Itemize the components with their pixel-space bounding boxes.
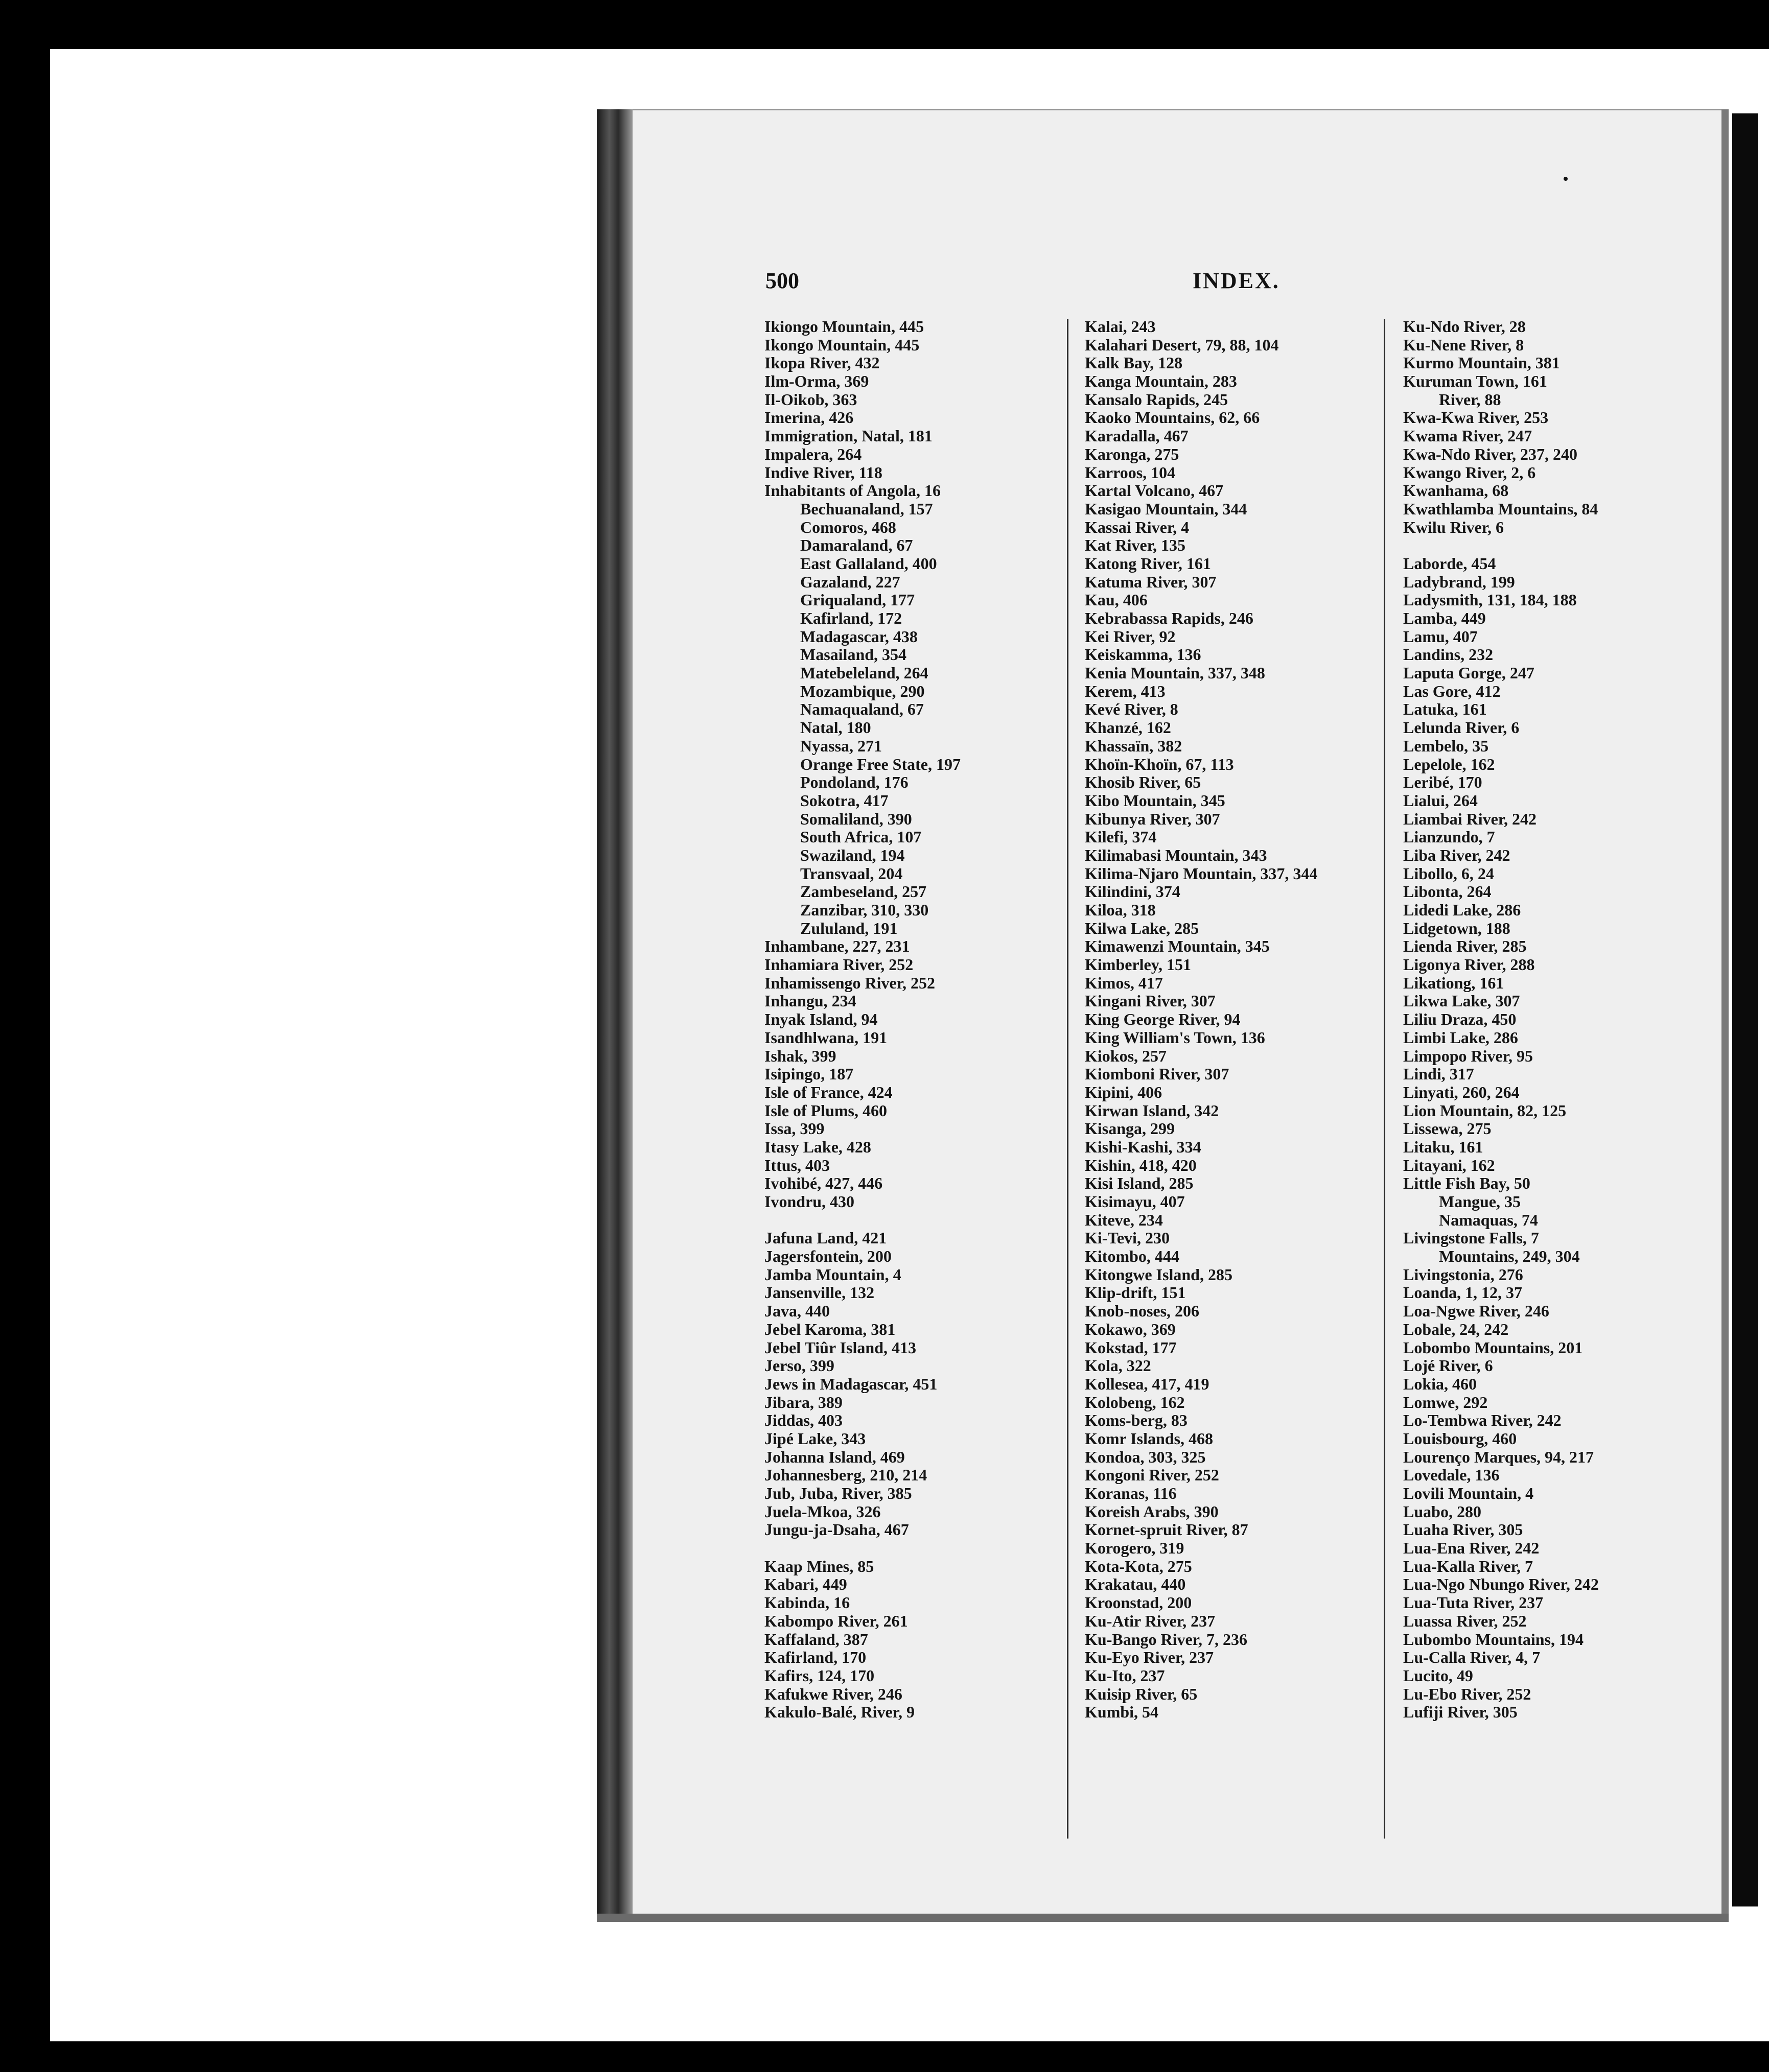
index-entry: Namaquas, 74: [1439, 1211, 1538, 1229]
index-entry: Ki-Tevi, 230: [1085, 1229, 1170, 1247]
page-number: 500: [765, 268, 799, 293]
index-entry: Kevé River, 8: [1085, 700, 1178, 719]
index-entry: Livingstone Falls, 7: [1403, 1229, 1539, 1247]
index-entry: Kirwan Island, 342: [1085, 1101, 1219, 1120]
index-entry: Isle of Plums, 460: [764, 1101, 887, 1120]
index-entry: Jafuna Land, 421: [764, 1229, 887, 1247]
index-entry: Ligonya River, 288: [1403, 956, 1535, 974]
index-entry: Litaku, 161: [1403, 1138, 1483, 1156]
index-entry: Kimberley, 151: [1085, 956, 1191, 974]
index-entry: Itasy Lake, 428: [764, 1138, 871, 1156]
index-entry: Ikiongo Mountain, 445: [764, 318, 924, 336]
index-entry: Ittus, 403: [764, 1156, 830, 1174]
index-entry: Ikongo Mountain, 445: [764, 336, 920, 354]
index-entry: Komr Islands, 468: [1085, 1429, 1214, 1448]
index-entry: Mozambique, 290: [800, 682, 925, 700]
index-entry: Kipini, 406: [1085, 1083, 1162, 1101]
page-gutter: [597, 109, 633, 1922]
index-entry: Kaoko Mountains, 62, 66: [1085, 409, 1260, 427]
index-entry: South Africa, 107: [800, 828, 922, 846]
index-entry: Kwilu River, 6: [1403, 518, 1504, 536]
index-entry: Limpopo River, 95: [1403, 1047, 1533, 1065]
book-page: [597, 109, 1729, 1922]
index-entry: Laborde, 454: [1403, 554, 1496, 573]
index-entry: Jagersfontein, 200: [764, 1247, 892, 1266]
index-entry: Libollo, 6, 24: [1403, 864, 1494, 883]
index-entry: Natal, 180: [800, 719, 871, 737]
index-entry: Lamba, 449: [1403, 609, 1486, 627]
index-entry: Kafirland, 172: [800, 609, 902, 627]
index-entry: Kwanhama, 68: [1403, 482, 1509, 500]
page-edge-right: [1721, 109, 1729, 1922]
running-head: [765, 268, 1583, 298]
index-entry: Kei River, 92: [1085, 627, 1176, 646]
index-entry: Kebrabassa Rapids, 246: [1085, 609, 1253, 627]
index-entry: Kibunya River, 307: [1085, 810, 1220, 828]
index-entry: Kafirs, 124, 170: [764, 1666, 875, 1685]
index-entry: Lo-Tembwa River, 242: [1403, 1411, 1562, 1430]
index-entry: Kalahari Desert, 79, 88, 104: [1085, 336, 1279, 354]
index-column-2: [1085, 318, 1391, 1722]
index-entry: Kollesea, 417, 419: [1085, 1375, 1209, 1393]
index-entry: Lembelo, 35: [1403, 737, 1489, 755]
index-column-3: [1403, 318, 1710, 1722]
column-divider: [1384, 319, 1385, 1839]
index-entry: Inhabitants of Angola, 16: [764, 482, 941, 500]
index-entry: Livingstonia, 276: [1403, 1265, 1523, 1284]
index-entry: Liba River, 242: [1403, 846, 1510, 864]
index-entry: Lu-Calla River, 4, 7: [1403, 1649, 1541, 1667]
index-entry: Luassa River, 252: [1403, 1612, 1527, 1630]
index-entry: Likationg, 161: [1403, 974, 1504, 992]
index-entry: Likwa Lake, 307: [1403, 992, 1520, 1010]
index-entry: Kenia Mountain, 337, 348: [1085, 664, 1265, 682]
index-entry: Karadalla, 467: [1085, 427, 1189, 445]
index-entry: Inhambane, 227, 231: [764, 937, 910, 956]
index-entry: Somaliland, 390: [800, 810, 912, 828]
index-entry: Kiteve, 234: [1085, 1211, 1163, 1229]
index-entry: Kilefi, 374: [1085, 828, 1157, 846]
index-entry: Kingani River, 307: [1085, 992, 1216, 1010]
index-entry: Inyak Island, 94: [764, 1010, 878, 1029]
index-entry: Impalera, 264: [764, 445, 862, 463]
index-entry: Kwa-Kwa River, 253: [1403, 409, 1549, 427]
page-title: INDEX.: [1193, 268, 1280, 293]
index-entry: Ku-Nene River, 8: [1403, 336, 1524, 354]
index-entry: Kasigao Mountain, 344: [1085, 500, 1247, 518]
index-entry: Koranas, 116: [1085, 1485, 1177, 1502]
index-entry: Kalk Bay, 128: [1085, 354, 1183, 372]
index-entry: Kiomboni River, 307: [1085, 1065, 1229, 1084]
index-entry: Nyassa, 271: [800, 737, 882, 755]
index-entry: Kaap Mines, 85: [764, 1557, 874, 1575]
index-entry: Jibara, 389: [764, 1393, 843, 1411]
index-entry: Isandhlwana, 191: [764, 1028, 888, 1047]
index-entry: Immigration, Natal, 181: [764, 427, 933, 445]
index-entry: Lu-Ebo River, 252: [1403, 1685, 1531, 1703]
index-entry: Jipé Lake, 343: [764, 1429, 866, 1448]
index-entry: Koreish Arabs, 390: [1085, 1502, 1219, 1521]
index-entry: Ku-Ndo River, 28: [1403, 318, 1526, 336]
index-entry: Lojé River, 6: [1403, 1357, 1493, 1375]
index-entry: Limbi Lake, 286: [1403, 1028, 1518, 1047]
index-entry: Jews in Madagascar, 451: [764, 1375, 938, 1393]
index-entry: Swaziland, 194: [800, 846, 905, 864]
index-entry: Jansenville, 132: [764, 1284, 875, 1302]
index-entry: Jiddas, 403: [764, 1411, 843, 1430]
index-entry: Kat River, 135: [1085, 536, 1186, 555]
index-entry: East Gallaland, 400: [800, 554, 937, 573]
index-entry: Griqualand, 177: [800, 591, 915, 609]
index-entry: Lobombo Mountains, 201: [1403, 1338, 1583, 1357]
index-entry: Kansalo Rapids, 245: [1085, 390, 1228, 409]
index-column-1: [764, 318, 1056, 1722]
index-entry: Luabo, 280: [1403, 1502, 1481, 1521]
index-entry: Liliu Draza, 450: [1403, 1010, 1517, 1029]
index-entry: Lion Mountain, 82, 125: [1403, 1101, 1567, 1120]
index-entry: Leribé, 170: [1403, 773, 1482, 792]
index-entry: River, 88: [1439, 390, 1501, 409]
index-entry: Comoros, 468: [800, 518, 896, 536]
index-entry: Karroos, 104: [1085, 463, 1176, 482]
index-entry: Kilwa Lake, 285: [1085, 919, 1199, 937]
index-entry: Lepelole, 162: [1403, 755, 1495, 773]
index-entry: Namaqualand, 67: [800, 700, 924, 719]
index-entry: Khoïn-Khoïn, 67, 113: [1085, 755, 1234, 773]
index-entry: Kimawenzi Mountain, 345: [1085, 937, 1270, 956]
index-entry: Kafirland, 170: [764, 1649, 867, 1667]
index-entry: Ku-Ito, 237: [1085, 1666, 1165, 1685]
index-entry: Kwathlamba Mountains, 84: [1403, 500, 1598, 518]
index-entry: Transvaal, 204: [800, 864, 903, 883]
index-entry: Kondoa, 303, 325: [1085, 1448, 1206, 1466]
index-entry: Kwama River, 247: [1403, 427, 1532, 445]
index-entry: Zululand, 191: [800, 919, 898, 937]
index-entry: Kaffaland, 387: [764, 1630, 868, 1649]
index-entry: Kabompo River, 261: [764, 1612, 908, 1630]
index-entry: Jub, Juba, River, 385: [764, 1485, 912, 1502]
index-entry: Kisimayu, 407: [1085, 1193, 1185, 1211]
dust-speck: [1564, 177, 1568, 181]
index-entry: Masailand, 354: [800, 646, 907, 664]
index-entry: Kurmo Mountain, 381: [1403, 354, 1560, 372]
index-entry: Karonga, 275: [1085, 445, 1179, 463]
index-entry: Landins, 232: [1403, 646, 1494, 664]
index-entry: Kitombo, 444: [1085, 1247, 1179, 1266]
index-entry: Il-Oikob, 363: [764, 390, 857, 409]
index-entry: Ivohibé, 427, 446: [764, 1174, 883, 1193]
index-entry: Isipingo, 187: [764, 1065, 854, 1084]
index-letter-gap: [764, 1211, 1056, 1230]
index-entry: Kishi-Kashi, 334: [1085, 1138, 1201, 1156]
index-entry: Little Fish Bay, 50: [1403, 1174, 1530, 1193]
index-entry: Jamba Mountain, 4: [764, 1265, 901, 1284]
index-entry: Katong River, 161: [1085, 554, 1211, 573]
index-entry: Madagascar, 438: [800, 627, 918, 646]
index-entry: Lokia, 460: [1403, 1375, 1477, 1393]
index-entry: Ivondru, 430: [764, 1193, 855, 1211]
index-entry: Libonta, 264: [1403, 883, 1492, 901]
index-entry: Lialui, 264: [1403, 791, 1478, 810]
index-entry: Kilindini, 374: [1085, 883, 1180, 901]
index-entry: Ladysmith, 131, 184, 188: [1403, 591, 1577, 609]
index-entry: Linyati, 260, 264: [1403, 1083, 1520, 1101]
index-entry: Ladybrand, 199: [1403, 573, 1515, 591]
index-entry: Lienda River, 285: [1403, 937, 1527, 956]
index-entry: Las Gore, 412: [1403, 682, 1501, 700]
index-entry: Juela-Mkoa, 326: [764, 1502, 881, 1521]
index-entry: Kroonstad, 200: [1085, 1594, 1192, 1612]
index-entry: Klip-drift, 151: [1085, 1284, 1186, 1302]
index-entry: Lovili Mountain, 4: [1403, 1485, 1534, 1502]
index-entry: Khassaïn, 382: [1085, 737, 1182, 755]
index-entry: Johannesberg, 210, 214: [764, 1466, 927, 1485]
index-letter-gap: [1403, 536, 1710, 555]
index-entry: Bechuanaland, 157: [800, 500, 933, 518]
index-entry: Krakatau, 440: [1085, 1575, 1186, 1594]
index-entry: Khosib River, 65: [1085, 773, 1201, 792]
index-entry: Imerina, 426: [764, 409, 854, 427]
index-entry: Lua-Kalla River, 7: [1403, 1557, 1533, 1575]
index-entry: Loanda, 1, 12, 37: [1403, 1284, 1522, 1302]
index-entry: Inhamiara River, 252: [764, 956, 914, 974]
index-entry: Lelunda River, 6: [1403, 719, 1520, 737]
index-entry: Kafukwe River, 246: [764, 1685, 902, 1703]
index-entry: Katuma River, 307: [1085, 573, 1217, 591]
index-entry: Lourenço Marques, 94, 217: [1403, 1448, 1594, 1466]
index-entry: King George River, 94: [1085, 1010, 1241, 1029]
index-entry: Ilm-Orma, 369: [764, 372, 869, 391]
index-entry: Jungu-ja-Dsaha, 467: [764, 1521, 909, 1539]
index-entry: Jerso, 399: [764, 1357, 834, 1375]
index-entry: Knob-noses, 206: [1085, 1302, 1200, 1321]
index-entry: Pondoland, 176: [800, 773, 909, 792]
index-entry: Inhamissengo River, 252: [764, 974, 935, 992]
index-entry: Gazaland, 227: [800, 573, 900, 591]
index-entry: Lua-Ngo Nbungo River, 242: [1403, 1575, 1599, 1594]
index-entry: King William's Town, 136: [1085, 1028, 1265, 1047]
index-entry: Kongoni River, 252: [1085, 1466, 1219, 1485]
index-entry: Issa, 399: [764, 1120, 825, 1138]
index-entry: Lua-Ena River, 242: [1403, 1539, 1540, 1558]
index-entry: Kilima-Njaro Mountain, 337, 344: [1085, 864, 1318, 883]
index-entry: Luaha River, 305: [1403, 1521, 1523, 1539]
index-entry: Lamu, 407: [1403, 627, 1478, 646]
index-entry: Damaraland, 67: [800, 536, 913, 555]
index-entry: Keiskamma, 136: [1085, 646, 1201, 664]
index-entry: Java, 440: [764, 1302, 830, 1321]
index-entry: Khanzé, 162: [1085, 719, 1171, 737]
index-entry: Kwa-Ndo River, 237, 240: [1403, 445, 1578, 463]
index-entry: Inhangu, 234: [764, 992, 856, 1010]
index-entry: Kitongwe Island, 285: [1085, 1265, 1232, 1284]
index-entry: Mountains, 249, 304: [1439, 1247, 1580, 1266]
index-entry: Kumbi, 54: [1085, 1703, 1159, 1722]
index-entry: Ku-Atir River, 237: [1085, 1612, 1216, 1630]
index-entry: Kiloa, 318: [1085, 901, 1156, 919]
book-edge: [1732, 113, 1758, 1906]
index-entry: Kola, 322: [1085, 1357, 1151, 1375]
index-entry: Litayani, 162: [1403, 1156, 1495, 1174]
index-entry: Latuka, 161: [1403, 700, 1487, 719]
index-entry: Sokotra, 417: [800, 791, 889, 810]
index-entry: Loa-Ngwe River, 246: [1403, 1302, 1549, 1321]
column-divider: [1067, 319, 1068, 1839]
index-entry: Lindi, 317: [1403, 1065, 1474, 1084]
index-entry: Orange Free State, 197: [800, 755, 961, 773]
index-entry: Korogero, 319: [1085, 1539, 1184, 1558]
index-entry: Laputa Gorge, 247: [1403, 664, 1534, 682]
index-entry: Kerem, 413: [1085, 682, 1166, 700]
index-entry: Lovedale, 136: [1403, 1466, 1500, 1485]
index-entry: Kornet-spruit River, 87: [1085, 1521, 1248, 1539]
index-entry: Matebeleland, 264: [800, 664, 928, 682]
index-entry: Isle of France, 424: [764, 1083, 893, 1101]
index-entry: Kartal Volcano, 467: [1085, 482, 1224, 500]
index-entry: Kiokos, 257: [1085, 1047, 1167, 1065]
index-entry: Kishin, 418, 420: [1085, 1156, 1197, 1174]
index-entry: Kalai, 243: [1085, 318, 1156, 336]
index-entry: Lua-Tuta River, 237: [1403, 1594, 1544, 1612]
index-entry: Lidgetown, 188: [1403, 919, 1510, 937]
index-entry: Kau, 406: [1085, 591, 1148, 609]
index-entry: Kibo Mountain, 345: [1085, 791, 1225, 810]
index-entry: Kokawo, 369: [1085, 1320, 1176, 1338]
index-entry: Kisanga, 299: [1085, 1120, 1175, 1138]
index-entry: Kakulo-Balé, River, 9: [764, 1703, 915, 1722]
index-entry: Mangue, 35: [1439, 1193, 1521, 1211]
index-entry: Zanzibar, 310, 330: [800, 901, 929, 919]
index-letter-gap: [764, 1539, 1056, 1558]
index-entry: Jebel Tiûr Island, 413: [764, 1338, 916, 1357]
index-entry: Lufiji River, 305: [1403, 1703, 1518, 1722]
index-entry: Johanna Island, 469: [764, 1448, 905, 1466]
index-entry: Kilimabasi Mountain, 343: [1085, 846, 1267, 864]
index-entry: Kabinda, 16: [764, 1594, 850, 1612]
index-entry: Kabari, 449: [764, 1575, 847, 1594]
index-entry: Ku-Eyo River, 237: [1085, 1649, 1214, 1667]
index-entry: Lobale, 24, 242: [1403, 1320, 1509, 1338]
index-entry: Zambeseland, 257: [800, 883, 927, 901]
index-entry: Kuruman Town, 161: [1403, 372, 1547, 391]
page-edge-bottom: [597, 1914, 1729, 1922]
index-entry: Lissewa, 275: [1403, 1120, 1492, 1138]
index-entry: Kanga Mountain, 283: [1085, 372, 1237, 391]
index-entry: Koms-berg, 83: [1085, 1411, 1188, 1430]
index-entry: Lidedi Lake, 286: [1403, 901, 1521, 919]
index-entry: Kolobeng, 162: [1085, 1393, 1185, 1411]
index-entry: Ikopa River, 432: [764, 354, 880, 372]
index-entry: Lucito, 49: [1403, 1666, 1473, 1685]
index-entry: Kuisip River, 65: [1085, 1685, 1198, 1703]
index-entry: Indive River, 118: [764, 463, 882, 482]
index-entry: Lomwe, 292: [1403, 1393, 1488, 1411]
index-entry: Lubombo Mountains, 194: [1403, 1630, 1584, 1649]
index-entry: Kisi Island, 285: [1085, 1174, 1194, 1193]
index-entry: Louisbourg, 460: [1403, 1429, 1517, 1448]
index-entry: Ishak, 399: [764, 1047, 836, 1065]
index-entry: Lianzundo, 7: [1403, 828, 1495, 846]
index-entry: Liambai River, 242: [1403, 810, 1537, 828]
index-entry: Kimos, 417: [1085, 974, 1163, 992]
index-entry: Kwango River, 2, 6: [1403, 463, 1536, 482]
index-entry: Jebel Karoma, 381: [764, 1320, 896, 1338]
index-entry: Kota-Kota, 275: [1085, 1557, 1192, 1575]
index-entry: Kokstad, 177: [1085, 1338, 1177, 1357]
index-entry: Kassai River, 4: [1085, 518, 1190, 536]
index-entry: Ku-Bango River, 7, 236: [1085, 1630, 1247, 1649]
